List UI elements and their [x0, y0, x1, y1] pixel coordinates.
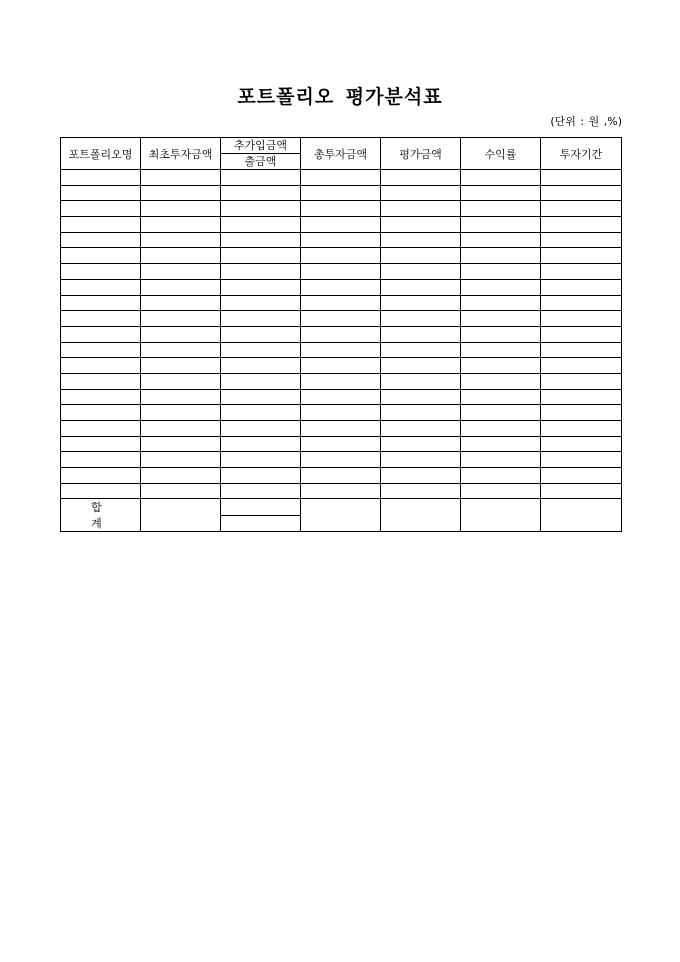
table-cell[interactable] — [221, 421, 301, 437]
table-cell[interactable] — [141, 248, 221, 264]
table-cell[interactable] — [541, 389, 622, 405]
table-cell[interactable] — [381, 373, 461, 389]
table-cell[interactable] — [541, 483, 622, 499]
table-row — [61, 201, 622, 217]
table-cell[interactable] — [461, 452, 541, 468]
table-cell[interactable] — [541, 468, 622, 484]
table-cell[interactable] — [541, 311, 622, 327]
table-cell[interactable] — [301, 248, 381, 264]
table-cell[interactable] — [461, 405, 541, 421]
table-cell[interactable] — [461, 217, 541, 233]
header-total-investment: 총투자금액 — [301, 138, 381, 170]
table-cell[interactable] — [301, 217, 381, 233]
table-cell[interactable] — [381, 405, 461, 421]
table-cell[interactable] — [141, 264, 221, 280]
header-portfolio-name: 포트폴리오명 — [61, 138, 141, 170]
table-cell[interactable] — [61, 326, 141, 342]
table-cell[interactable] — [141, 326, 221, 342]
table-cell[interactable] — [61, 389, 141, 405]
table-cell[interactable] — [461, 279, 541, 295]
table-cell[interactable] — [301, 405, 381, 421]
header-return-rate: 수익률 — [461, 138, 541, 170]
table-cell[interactable] — [61, 405, 141, 421]
table-cell[interactable] — [141, 405, 221, 421]
table-row — [61, 248, 622, 264]
total-period-cell[interactable] — [541, 499, 622, 532]
table-cell[interactable] — [301, 295, 381, 311]
table-cell[interactable] — [141, 483, 221, 499]
table-cell[interactable] — [221, 279, 301, 295]
table-cell[interactable] — [141, 452, 221, 468]
table-cell[interactable] — [541, 264, 622, 280]
table-cell[interactable] — [61, 468, 141, 484]
table-row — [61, 468, 622, 484]
table-cell[interactable] — [541, 295, 622, 311]
table-cell[interactable] — [381, 295, 461, 311]
table-cell[interactable] — [381, 248, 461, 264]
table-row — [61, 170, 622, 186]
table-cell[interactable] — [461, 358, 541, 374]
table-cell[interactable] — [381, 436, 461, 452]
total-valuation-cell[interactable] — [381, 499, 461, 532]
unit-note: (단위 : 원 ,%) — [550, 115, 622, 128]
table-cell[interactable] — [301, 201, 381, 217]
table-cell[interactable] — [141, 201, 221, 217]
table-cell[interactable] — [141, 358, 221, 374]
table-cell[interactable] — [301, 170, 381, 186]
table-cell[interactable] — [301, 279, 381, 295]
table-cell[interactable] — [461, 232, 541, 248]
table-cell[interactable] — [381, 483, 461, 499]
table-cell[interactable] — [301, 232, 381, 248]
table-cell[interactable] — [221, 373, 301, 389]
table-cell[interactable] — [301, 185, 381, 201]
table-cell[interactable] — [461, 373, 541, 389]
table-cell[interactable] — [381, 452, 461, 468]
table-cell[interactable] — [141, 421, 221, 437]
table-cell[interactable] — [461, 264, 541, 280]
table-row — [61, 483, 622, 499]
table-row — [61, 264, 622, 280]
table-cell[interactable] — [141, 185, 221, 201]
table-cell[interactable] — [221, 264, 301, 280]
table-cell[interactable] — [461, 483, 541, 499]
table-cell[interactable] — [381, 326, 461, 342]
table-cell[interactable] — [141, 170, 221, 186]
table-cell[interactable] — [221, 436, 301, 452]
table-cell[interactable] — [541, 373, 622, 389]
table-cell[interactable] — [221, 185, 301, 201]
table-cell[interactable] — [221, 483, 301, 499]
table-cell[interactable] — [381, 468, 461, 484]
total-initial-cell[interactable] — [141, 499, 221, 532]
header-additional-deposit: 추가입금액 — [221, 138, 300, 154]
table-cell[interactable] — [381, 170, 461, 186]
table-cell[interactable] — [381, 358, 461, 374]
table-cell[interactable] — [541, 232, 622, 248]
table-cell[interactable] — [221, 295, 301, 311]
table-cell[interactable] — [141, 373, 221, 389]
table-cell[interactable] — [461, 326, 541, 342]
table-cell[interactable] — [301, 436, 381, 452]
table-cell[interactable] — [141, 232, 221, 248]
header-deposit-withdrawal — [221, 138, 301, 170]
table-cell[interactable] — [61, 217, 141, 233]
table-row — [61, 358, 622, 374]
table-cell[interactable] — [221, 405, 301, 421]
table-cell[interactable] — [61, 436, 141, 452]
table-cell[interactable] — [141, 217, 221, 233]
table-cell[interactable] — [381, 421, 461, 437]
table-cell[interactable] — [541, 170, 622, 186]
table-cell[interactable] — [381, 185, 461, 201]
table-cell[interactable] — [381, 279, 461, 295]
total-row — [61, 499, 622, 516]
table-cell[interactable] — [61, 358, 141, 374]
table-cell[interactable] — [541, 405, 622, 421]
table-cell[interactable] — [141, 468, 221, 484]
table-row — [61, 185, 622, 201]
table-row — [61, 389, 622, 405]
table-cell[interactable] — [461, 295, 541, 311]
table-cell[interactable] — [381, 217, 461, 233]
table-row — [61, 421, 622, 437]
table-cell[interactable] — [381, 264, 461, 280]
table-cell[interactable] — [461, 468, 541, 484]
table-cell[interactable] — [221, 217, 301, 233]
table-row — [61, 452, 622, 468]
document-title: 포트폴리오 평가분석표 — [237, 86, 443, 108]
table-cell[interactable] — [141, 311, 221, 327]
table-cell[interactable] — [541, 248, 622, 264]
header-row — [61, 138, 622, 170]
table-cell[interactable] — [541, 358, 622, 374]
table-cell[interactable] — [61, 311, 141, 327]
table-cell[interactable] — [61, 342, 141, 358]
table-cell[interactable] — [461, 421, 541, 437]
table-row — [61, 295, 622, 311]
table-cell[interactable] — [221, 452, 301, 468]
table-cell[interactable] — [141, 389, 221, 405]
table-cell[interactable] — [541, 201, 622, 217]
table-cell[interactable] — [301, 311, 381, 327]
table-cell[interactable] — [381, 389, 461, 405]
table-cell[interactable] — [221, 358, 301, 374]
table-cell[interactable] — [61, 185, 141, 201]
total-return-cell[interactable] — [461, 499, 541, 532]
table-cell[interactable] — [61, 170, 141, 186]
table-cell[interactable] — [461, 185, 541, 201]
table-cell[interactable] — [221, 248, 301, 264]
table-cell[interactable] — [461, 311, 541, 327]
table-cell[interactable] — [61, 421, 141, 437]
table-cell[interactable] — [461, 170, 541, 186]
table-cell[interactable] — [461, 436, 541, 452]
table-row — [61, 326, 622, 342]
table-row — [61, 436, 622, 452]
total-section — [61, 499, 622, 532]
table-cell[interactable] — [61, 201, 141, 217]
table-cell[interactable] — [541, 217, 622, 233]
table-cell[interactable] — [461, 201, 541, 217]
table-cell[interactable] — [221, 311, 301, 327]
table-cell[interactable] — [381, 311, 461, 327]
table-cell[interactable] — [221, 389, 301, 405]
table-cell[interactable] — [301, 342, 381, 358]
table-cell[interactable] — [61, 483, 141, 499]
table-cell[interactable] — [61, 373, 141, 389]
table-body — [61, 170, 622, 499]
table-cell[interactable] — [301, 468, 381, 484]
table-cell[interactable] — [61, 452, 141, 468]
table-cell[interactable] — [541, 279, 622, 295]
table-cell[interactable] — [61, 295, 141, 311]
table-cell[interactable] — [301, 421, 381, 437]
table-cell[interactable] — [301, 389, 381, 405]
table-cell[interactable] — [301, 264, 381, 280]
table-row — [61, 311, 622, 327]
table-cell[interactable] — [541, 421, 622, 437]
header-withdrawal: 출금액 — [244, 155, 277, 168]
table-cell[interactable] — [461, 248, 541, 264]
table-cell[interactable] — [141, 342, 221, 358]
table-cell[interactable] — [141, 295, 221, 311]
table-row — [61, 405, 622, 421]
table-cell[interactable] — [541, 436, 622, 452]
total-invest-cell[interactable] — [301, 499, 381, 532]
header-initial-investment: 최초투자금액 — [141, 138, 221, 170]
table-cell[interactable] — [221, 326, 301, 342]
table-cell[interactable] — [381, 232, 461, 248]
table-cell[interactable] — [221, 201, 301, 217]
table-cell[interactable] — [221, 232, 301, 248]
portfolio-table — [60, 137, 622, 532]
table-cell[interactable] — [381, 342, 461, 358]
table-row — [61, 232, 622, 248]
table-cell[interactable] — [381, 201, 461, 217]
table-cell[interactable] — [301, 373, 381, 389]
table-cell[interactable] — [461, 342, 541, 358]
table-cell[interactable] — [61, 279, 141, 295]
header-investment-period: 투자기간 — [541, 138, 622, 170]
table-cell[interactable] — [301, 326, 381, 342]
table-row — [61, 279, 622, 295]
table-cell[interactable] — [301, 358, 381, 374]
total-withdrawal-cell[interactable] — [221, 515, 301, 532]
total-deposit-cell[interactable] — [221, 499, 301, 516]
table-cell[interactable] — [541, 452, 622, 468]
table-cell[interactable] — [141, 279, 221, 295]
table-cell[interactable] — [221, 342, 301, 358]
total-label: 합 계 — [61, 499, 141, 532]
table-cell[interactable] — [541, 326, 622, 342]
table-cell[interactable] — [61, 232, 141, 248]
table-cell[interactable] — [301, 483, 381, 499]
table-cell[interactable] — [61, 248, 141, 264]
header-valuation: 평가금액 — [381, 138, 461, 170]
table-cell[interactable] — [541, 342, 622, 358]
table-cell[interactable] — [461, 389, 541, 405]
table-row — [61, 373, 622, 389]
table-cell[interactable] — [221, 468, 301, 484]
table-cell[interactable] — [221, 170, 301, 186]
table-row — [61, 342, 622, 358]
table-cell[interactable] — [61, 264, 141, 280]
table-cell[interactable] — [141, 436, 221, 452]
table-row — [61, 217, 622, 233]
table-cell[interactable] — [541, 185, 622, 201]
table-cell[interactable] — [301, 452, 381, 468]
